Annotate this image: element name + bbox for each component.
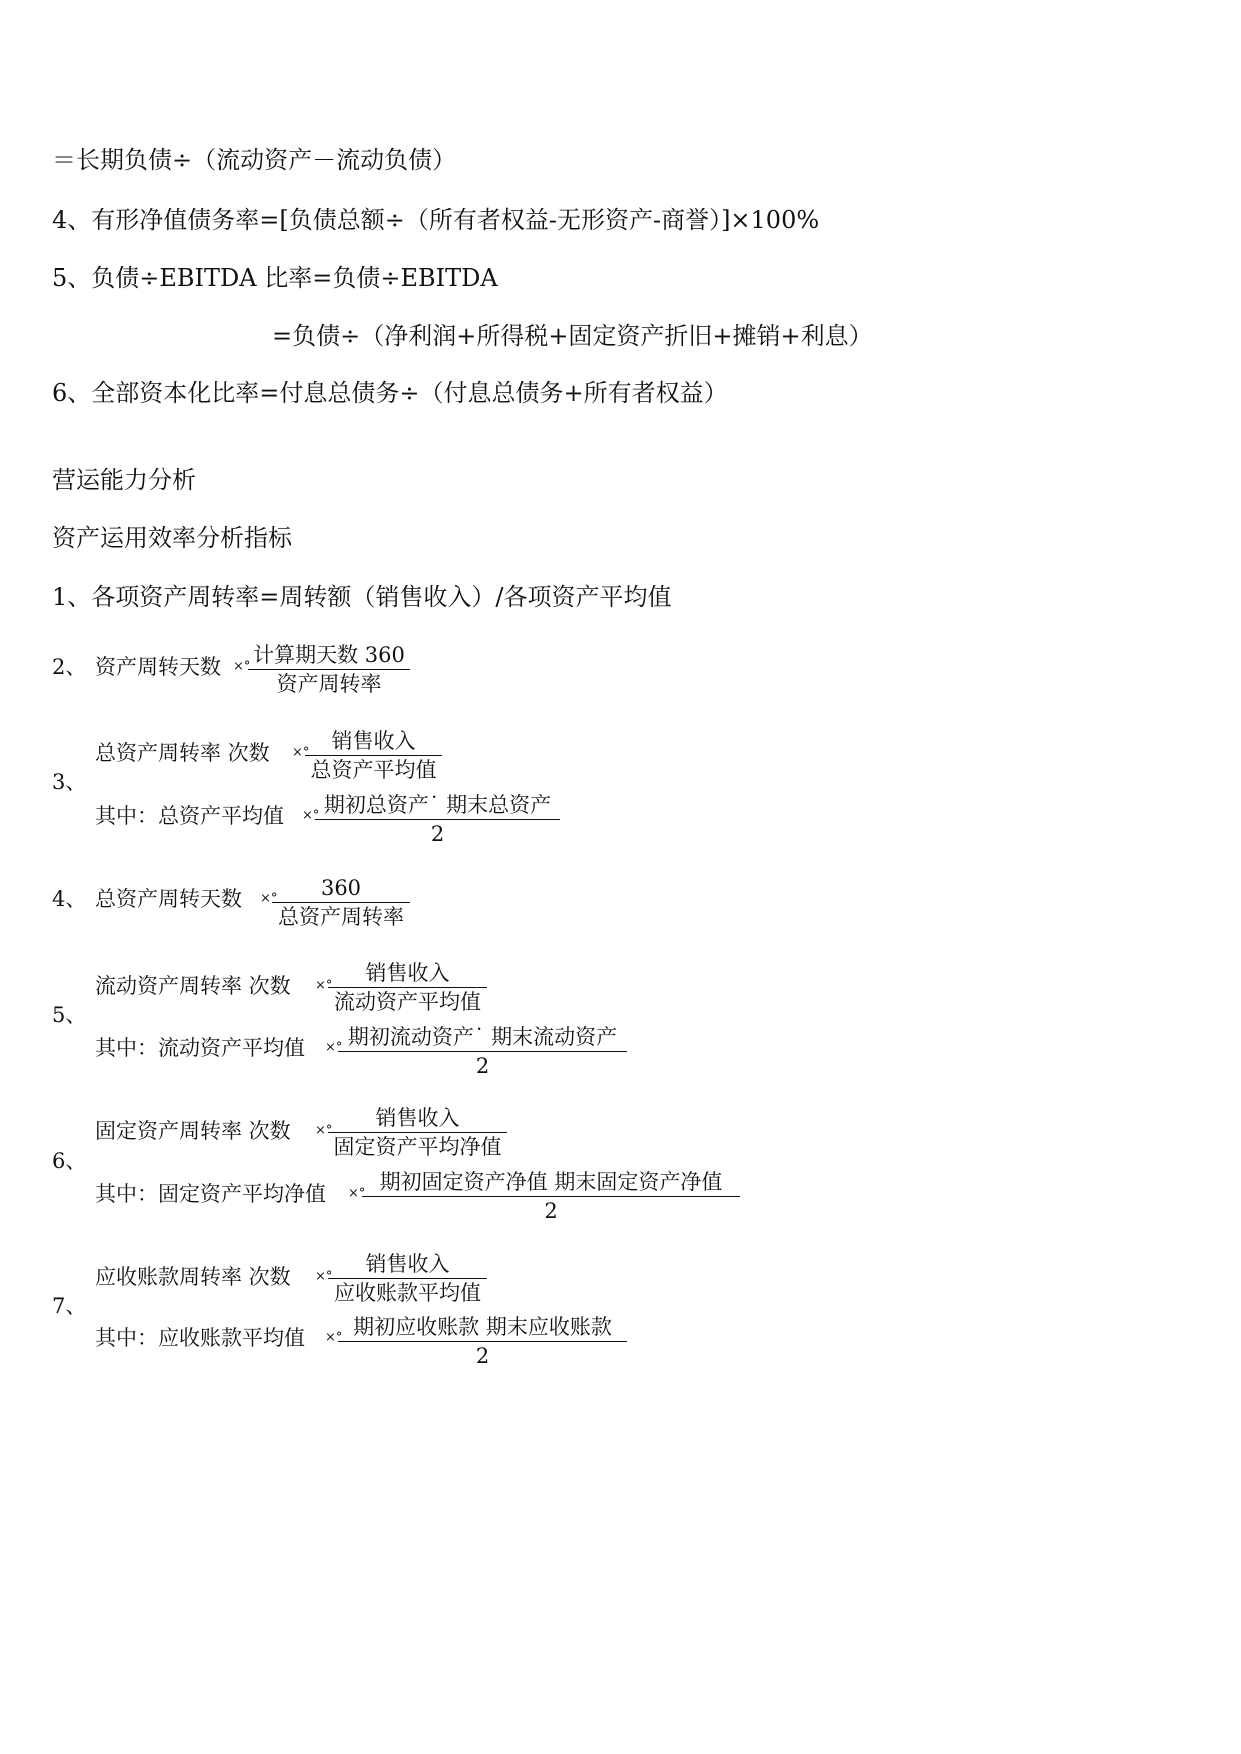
fraction-numerator: 销售收入 bbox=[375, 1106, 460, 1130]
fraction-numerator: 360 bbox=[320, 876, 362, 900]
fraction bbox=[328, 959, 487, 1016]
formula-label: 其中：总资产平均值 bbox=[95, 804, 284, 828]
equals-sign-glyph: ×° bbox=[292, 745, 310, 760]
formula-line-total-capitalization-ratio: 6、全部资本化比率=付息总债务÷（付息总债务+所有者权益） bbox=[52, 379, 728, 407]
fraction-numerator: 销售收入 bbox=[365, 1252, 450, 1276]
formula-label: 其中：固定资产平均净值 bbox=[95, 1182, 326, 1206]
section-title: 营运能力分析 bbox=[52, 466, 196, 494]
formula-number: 4、 bbox=[52, 887, 87, 911]
fraction-numerator: 期初固定资产净值 期末固定资产净值 bbox=[379, 1170, 723, 1194]
formula-number: 7、 bbox=[52, 1294, 87, 1318]
formula-number: 6、 bbox=[52, 1149, 87, 1173]
equals-sign-glyph: ×° bbox=[315, 1269, 333, 1284]
equals-sign-glyph: ×° bbox=[315, 978, 333, 993]
formula-number: 5、 bbox=[52, 1003, 87, 1027]
equals-sign-glyph: ×° bbox=[233, 659, 251, 674]
formula-label: 流动资产周转率 次数 bbox=[95, 974, 291, 998]
formula-label: 资产周转天数 bbox=[95, 655, 221, 679]
equals-sign-glyph: ×° bbox=[302, 808, 320, 823]
fraction-numerator: 期初流动资产˙ 期末流动资产 bbox=[347, 1025, 618, 1049]
fraction-denominator: 2 bbox=[544, 1199, 558, 1223]
formula-line-asset-turnover: 1、各项资产周转率=周转额（销售收入）/各项资产平均值 bbox=[52, 583, 672, 611]
formula-label: 其中：应收账款平均值 bbox=[95, 1326, 305, 1350]
formula-line-tangible-net-worth-debt-ratio: 4、有形净值债务率=[负债总额÷（所有者权益-无形资产-商誉）]×100% bbox=[52, 206, 820, 234]
fraction-numerator: 计算期天数 360 bbox=[253, 643, 405, 667]
fraction-denominator: 资产周转率 bbox=[276, 672, 382, 696]
formula-label: 总资产周转天数 bbox=[95, 887, 242, 911]
fraction-numerator: 销售收入 bbox=[365, 961, 450, 985]
fraction-denominator: 2 bbox=[430, 822, 445, 846]
equals-sign-glyph: ×° bbox=[325, 1040, 343, 1055]
formula-label: 固定资产周转率 次数 bbox=[95, 1119, 291, 1143]
formula-label: 总资产周转率 次数 bbox=[95, 741, 270, 765]
subsection-title: 资产运用效率分析指标 bbox=[52, 524, 292, 552]
fraction-denominator: 2 bbox=[475, 1054, 490, 1078]
equals-sign-glyph: ×° bbox=[348, 1186, 366, 1201]
equals-sign-glyph: ×° bbox=[325, 1330, 343, 1345]
fraction bbox=[362, 1168, 740, 1225]
fraction bbox=[315, 791, 560, 848]
formula-line-long-term-debt: ＝长期负债÷（流动资产－流动负债） bbox=[52, 146, 457, 174]
fraction bbox=[305, 727, 442, 784]
fraction bbox=[328, 1250, 487, 1307]
equals-sign-glyph: ×° bbox=[260, 891, 278, 906]
equals-sign-glyph: ×° bbox=[315, 1123, 333, 1138]
formula-label: 其中：流动资产平均值 bbox=[95, 1036, 305, 1060]
fraction-denominator: 2 bbox=[475, 1344, 490, 1368]
fraction-denominator: 流动资产平均值 bbox=[334, 990, 481, 1014]
fraction-denominator: 总资产平均值 bbox=[310, 758, 437, 782]
fraction-denominator: 总资产周转率 bbox=[278, 905, 404, 929]
fraction-numerator: 销售收入 bbox=[331, 729, 416, 753]
fraction-denominator: 固定资产平均净值 bbox=[333, 1135, 502, 1159]
formula-number: 2、 bbox=[52, 655, 87, 679]
fraction-denominator: 应收账款平均值 bbox=[334, 1281, 481, 1305]
fraction bbox=[248, 641, 410, 698]
formula-line-debt-ebitda-ratio: 5、负债÷EBITDA 比率=负债÷EBITDA bbox=[52, 264, 498, 292]
fraction-numerator: 期初应收账款 期末应收账款 bbox=[353, 1315, 612, 1339]
fraction bbox=[338, 1023, 627, 1080]
formula-number: 3、 bbox=[52, 770, 87, 794]
fraction bbox=[338, 1313, 627, 1370]
formula-line-debt-ebitda-expansion: =负债÷（净利润+所得税+固定资产折旧+摊销+利息） bbox=[272, 322, 873, 350]
fraction bbox=[328, 1104, 507, 1161]
formula-label: 应收账款周转率 次数 bbox=[95, 1265, 291, 1289]
fraction-numerator: 期初总资产˙ 期末总资产 bbox=[323, 793, 552, 817]
fraction bbox=[272, 874, 410, 931]
